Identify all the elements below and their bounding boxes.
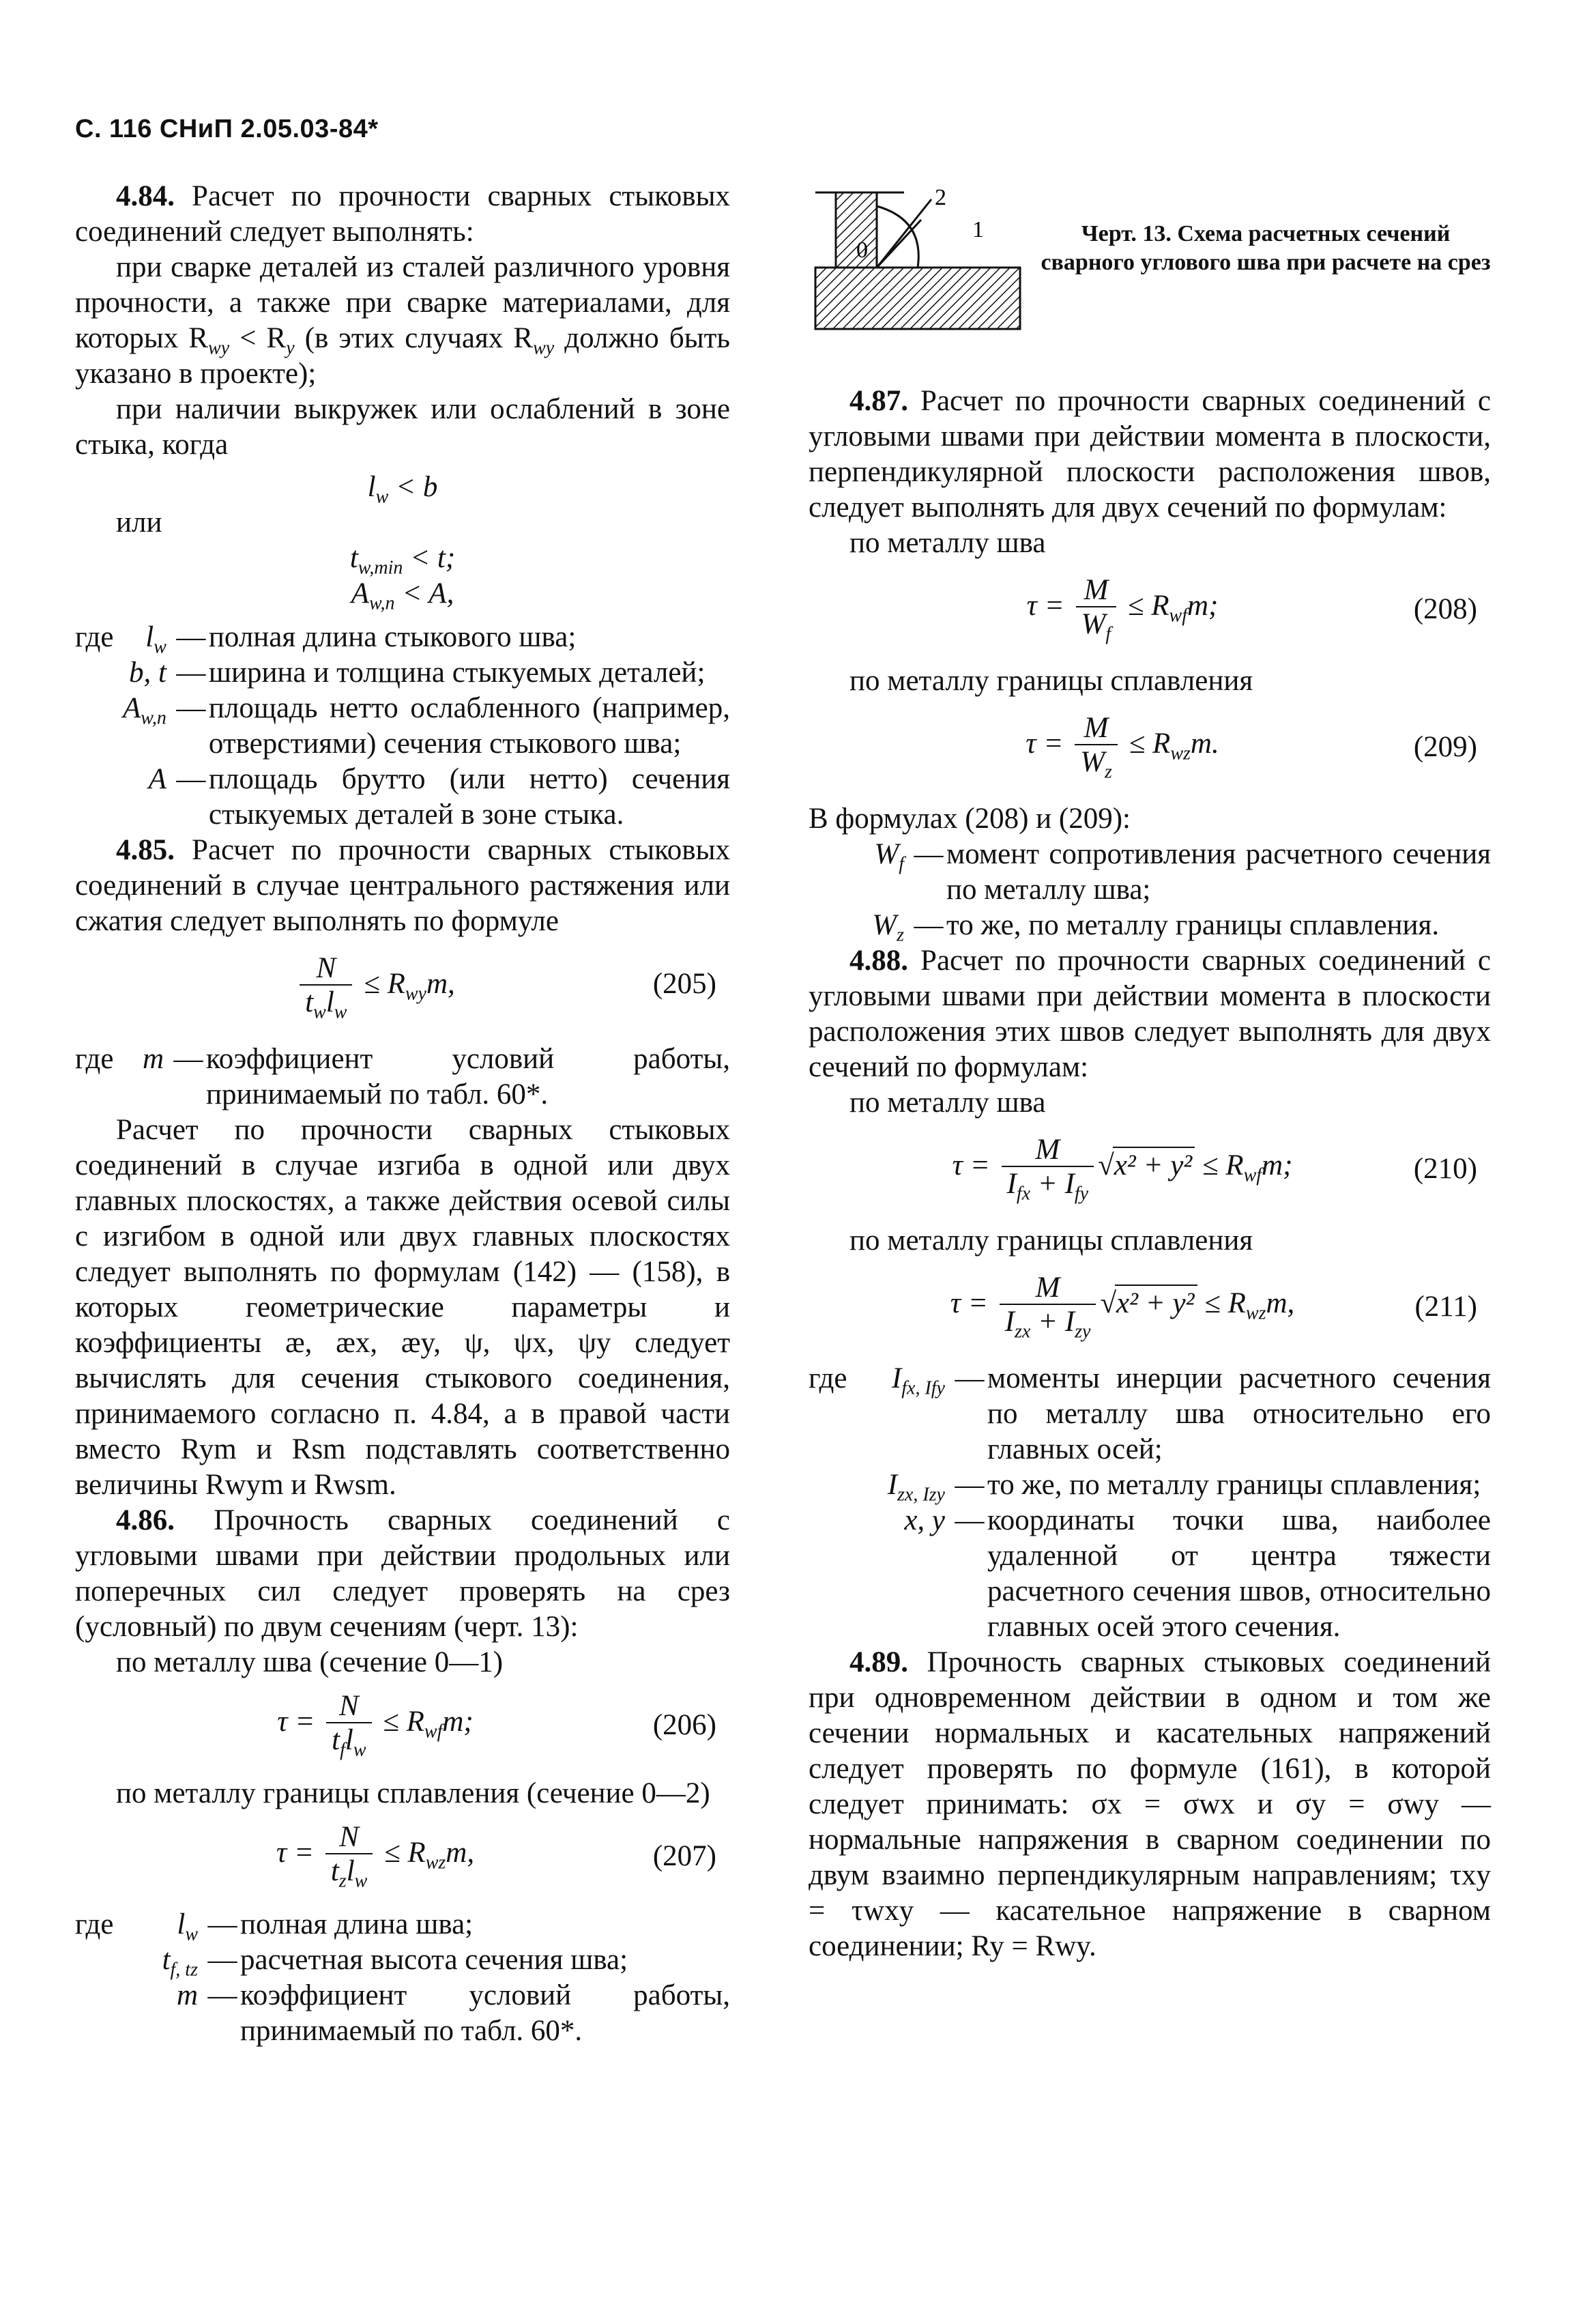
definitions-5 bbox=[809, 1361, 1491, 1645]
subscript: y bbox=[286, 337, 295, 359]
def-symbol bbox=[856, 1467, 952, 1506]
numerator: N bbox=[325, 1822, 373, 1854]
subscript: f bbox=[899, 853, 904, 875]
subscript: w bbox=[375, 486, 389, 508]
dash: — bbox=[176, 657, 206, 689]
fraction bbox=[325, 1821, 373, 1892]
formula-body: τ = $\frac{N}{t_zl_w}$ ≤ $R_{wz}m$, bbox=[276, 1821, 475, 1892]
denominator: $I_{zx} + I_{zy}$ bbox=[1004, 1306, 1091, 1343]
spacer bbox=[809, 1467, 856, 1503]
subscript: w bbox=[185, 1923, 198, 1945]
formula-body: $\frac{N}{t_wl_w}$ ≤ $R_{wy}m$, bbox=[75, 953, 675, 1020]
sym: m bbox=[176, 1979, 198, 2011]
def-text: коэффициент условий работы, принимаемый по табл. 60*. bbox=[240, 1979, 730, 2047]
sym: A bbox=[148, 763, 166, 795]
where-label: где bbox=[75, 1043, 114, 1075]
para-4-88 bbox=[809, 943, 1491, 1085]
subscript: z bbox=[897, 924, 904, 946]
dash: — bbox=[176, 692, 206, 724]
where-label: где bbox=[75, 621, 114, 653]
para-4-87-c: В формулах (208) и (209): bbox=[809, 803, 1131, 835]
clause-text: Расчет по прочности сварных соединений с угловыми швами при действии момента в плоскости расположения этих швов следует выполнять для двух сечений по формулам: bbox=[809, 945, 1491, 1083]
subscript: f, tz bbox=[170, 1959, 198, 1981]
para-4-84-a bbox=[75, 250, 730, 392]
def-symbol bbox=[123, 655, 173, 691]
clause-text: Прочность сварных стыковых соединений при одновременном действии в одном и том же сечении нормальных и касательных напряжений следует проверять по формуле (161), в которой следует принимать: σx = σwx и σy = σwy — нормальные напряжения в сварном соединении по двум взаимно перпендикулярным направлениям; τxy = τwxy — касательное напряжение в сварном соединении; Ry = Rwy. bbox=[809, 1646, 1491, 1962]
def-text: координаты точки шва, наиболее удаленной от центра тяжести расчетного сечения швов, относительно главных осей этого сечения. bbox=[987, 1504, 1491, 1643]
def-text: площадь брутто (или нетто) сечения стыкуемых деталей в зоне стыка. bbox=[208, 763, 730, 831]
figure-13 bbox=[809, 179, 1491, 384]
clause-number: 4.89. bbox=[849, 1646, 908, 1678]
definitions-4 bbox=[809, 837, 1491, 946]
denominator: $W_f$ bbox=[1081, 608, 1111, 645]
clause-number: 4.85. bbox=[116, 834, 175, 866]
subscript: w,n bbox=[368, 592, 395, 614]
def-text: расчетная высота сечения шва; bbox=[240, 1944, 628, 1976]
def-text: момент сопротивления расчетного сечения по металлу шва; bbox=[946, 838, 1491, 906]
dash: — bbox=[207, 1979, 237, 2011]
clause-number: 4.86. bbox=[116, 1504, 175, 1536]
text: < b bbox=[388, 471, 438, 503]
para-4-87-b: по металлу границы сплавления bbox=[849, 665, 1253, 697]
def-symbol bbox=[856, 1361, 952, 1467]
denominator: $t_zl_w$ bbox=[330, 1855, 368, 1892]
def-symbol bbox=[123, 1942, 205, 1981]
def-text: моменты инерции расчетного сечения по металлу шва относительно его главных осей; bbox=[987, 1362, 1491, 1465]
clause-text: Расчет по прочности сварных соединений с угловыми швами при действии момента в плоскости, перпендикулярной плоскости расположения швов, следует выполнять для двух сечений по формулам: bbox=[809, 385, 1491, 523]
text: должно быть указано в проекте); bbox=[75, 322, 730, 390]
clause-number: 4.84. bbox=[116, 180, 175, 212]
formula-number: (210) bbox=[1413, 1153, 1477, 1185]
para-4-84-b: при наличии выкружек или ослаблений в зоне стыка, когда bbox=[75, 393, 730, 461]
sym: W bbox=[872, 909, 897, 941]
para-4-85-b: Расчет по прочности сварных стыковых соединений в случае изгиба в одной или двух главных плоскостях, а также действия осевой силы с изгибом в одной или двух главных плоскостях следует выполнять по формулам (142) — (158), в которых геометрические параметры и коэффициенты æ, æx, æy, ψ, ψx, ψy следует вычислять для сечения стыкового соединения, принимаемого согласно п. 4.84, а в правой части вместо Rym и Rsm подставлять соответственно величины Rwym и Rwsm. bbox=[75, 1114, 730, 1501]
dash: — bbox=[955, 1362, 985, 1394]
clause-text: Прочность сварных соединений с угловыми швами при действии продольных или поперечных сил следует проверять на срез (условный) по двум сечениям (черт. 13): bbox=[75, 1504, 730, 1643]
subscript: wy bbox=[533, 337, 555, 359]
formula-body: τ = $\frac{M}{W_z}$ ≤ $R_{wz}m$. bbox=[1026, 712, 1219, 783]
sym: x, y bbox=[904, 1504, 945, 1536]
subscript: w bbox=[154, 636, 166, 658]
dash: — bbox=[914, 909, 944, 941]
formula-body: τ = $\frac{M}{W_f}$ ≤ $R_{wf}m$; bbox=[1026, 574, 1219, 645]
text: (в этих случаях R bbox=[294, 322, 534, 354]
numerator: N bbox=[326, 1691, 371, 1723]
sym: W bbox=[874, 838, 899, 870]
formula-body: τ = $\frac{M}{I_{zx} + I_{zy}}$ $√x^2 + y^2 \le R_{wz}m$, bbox=[950, 1272, 1295, 1343]
denominator: $t_fl_w$ bbox=[332, 1724, 366, 1761]
numerator: N bbox=[300, 953, 352, 986]
fraction bbox=[1002, 1134, 1094, 1205]
formula-number: (211) bbox=[1414, 1291, 1477, 1323]
base-plate-hatch bbox=[815, 268, 1020, 329]
para-4-87 bbox=[809, 384, 1491, 526]
where-label: где bbox=[809, 1362, 847, 1394]
formula-207 bbox=[75, 1811, 730, 1907]
fig-label-0: 0 bbox=[856, 238, 868, 263]
para-4-86-a: по металлу шва (сечение 0—1) bbox=[116, 1646, 504, 1678]
spacer bbox=[75, 1942, 123, 1978]
def-symbol bbox=[123, 1978, 205, 2049]
sqrt: x² + y² bbox=[1115, 1285, 1197, 1321]
subscript: w,n bbox=[141, 707, 166, 729]
subscript: w,min bbox=[358, 557, 403, 579]
condition-1 bbox=[75, 470, 730, 508]
subscript: fx, Ify bbox=[901, 1377, 945, 1399]
subscript: zx, Izy bbox=[897, 1484, 945, 1506]
def-text: то же, по металлу границы сплавления. bbox=[946, 909, 1440, 941]
para-4-87-a: по металлу шва bbox=[849, 527, 1046, 559]
def-symbol bbox=[123, 1042, 171, 1113]
fraction bbox=[300, 952, 352, 1023]
def-symbol bbox=[123, 620, 173, 658]
definitions-3 bbox=[75, 1907, 730, 2049]
spacer bbox=[75, 691, 123, 762]
clause-text: Расчет по прочности сварных стыковых соединений в случае центрального растяжения или сжатия следует выполнять по формуле bbox=[75, 834, 730, 937]
formula-number: (205) bbox=[652, 968, 716, 1000]
numerator: M bbox=[1000, 1272, 1096, 1305]
spacer bbox=[809, 1503, 856, 1645]
sym: I bbox=[887, 1469, 898, 1501]
def-text: ширина и толщина стыкуемых деталей; bbox=[208, 657, 706, 689]
right-column bbox=[809, 179, 1491, 1964]
formula-206 bbox=[75, 1680, 730, 1776]
def-symbol bbox=[809, 908, 911, 946]
para-4-84 bbox=[75, 179, 730, 250]
formula-211 bbox=[809, 1259, 1491, 1361]
numerator: M bbox=[1002, 1134, 1094, 1167]
para-4-85 bbox=[75, 833, 730, 939]
dash: — bbox=[207, 1944, 237, 1976]
text: при сварке деталей из сталей различного уровня прочности, а также при сварке материалами, для которых R bbox=[75, 251, 730, 354]
dash: — bbox=[207, 1908, 237, 1940]
clause-text: Расчет по прочности сварных стыковых соединений следует выполнять: bbox=[75, 180, 730, 248]
condition-3 bbox=[75, 576, 730, 612]
fraction bbox=[1075, 712, 1118, 783]
sym: t bbox=[349, 542, 358, 574]
clause-number: 4.87. bbox=[849, 385, 908, 417]
condition-2 bbox=[75, 541, 730, 579]
para-4-88-b: по металлу границы сплавления bbox=[849, 1224, 1253, 1257]
sym: m bbox=[142, 1043, 164, 1075]
fraction bbox=[1076, 574, 1117, 645]
formula-209 bbox=[809, 699, 1491, 801]
def-text: полная длина шва; bbox=[240, 1908, 474, 1940]
spacer bbox=[75, 1978, 123, 2049]
dash: — bbox=[955, 1469, 985, 1501]
sym: t bbox=[162, 1944, 171, 1976]
numerator: M bbox=[1075, 713, 1118, 745]
denominator: $t_wl_w$ bbox=[305, 986, 347, 1023]
subscript: wy bbox=[208, 337, 230, 359]
formula-number: (208) bbox=[1413, 593, 1477, 625]
page-header: С. 116 СНиП 2.05.03-84* bbox=[75, 115, 379, 143]
weld-section-diagram bbox=[809, 179, 1027, 356]
formula-number: (207) bbox=[652, 1840, 716, 1872]
def-symbol bbox=[809, 837, 911, 908]
def-symbol bbox=[856, 1503, 952, 1645]
formula-body: τ = $\frac{N}{t_fl_w}$ ≤ $R_{wf}m$; bbox=[277, 1690, 474, 1761]
sqrt: x² + y² bbox=[1113, 1147, 1195, 1183]
para-4-86 bbox=[75, 1503, 730, 1645]
text: < t; bbox=[403, 542, 456, 574]
sym: l bbox=[367, 471, 376, 503]
def-symbol bbox=[123, 762, 173, 833]
spacer bbox=[75, 655, 123, 691]
left-column bbox=[75, 179, 730, 2049]
def-symbol bbox=[123, 691, 173, 762]
fig-label-2: 2 bbox=[935, 185, 946, 210]
sym: A bbox=[351, 577, 369, 609]
def-text: площадь нетто ослабленного (например, отверстиями) сечения стыкового шва; bbox=[208, 692, 730, 760]
denominator: $W_z$ bbox=[1080, 746, 1112, 783]
def-text: коэффициент условий работы, принимаемый по табл. 60*. bbox=[206, 1043, 730, 1110]
definitions-1 bbox=[75, 620, 730, 833]
clause-number: 4.88. bbox=[849, 945, 908, 977]
sym: l bbox=[145, 621, 154, 653]
fraction bbox=[326, 1690, 371, 1761]
sym: A bbox=[123, 692, 141, 724]
numerator: M bbox=[1076, 575, 1117, 607]
definitions-2 bbox=[75, 1042, 730, 1113]
formula-number: (206) bbox=[652, 1709, 716, 1741]
formula-body: τ = $\frac{M}{I_{fx} + I_{fy}}$ $√x^2 + y^2 \le R_{wf}m$; bbox=[952, 1134, 1293, 1205]
def-symbol bbox=[123, 1907, 205, 1945]
formula-210 bbox=[809, 1121, 1491, 1223]
para-4-86-b: по металлу границы сплавления (сечение 0—2) bbox=[116, 1777, 710, 1809]
dash: — bbox=[173, 1043, 203, 1075]
sym: I bbox=[891, 1362, 902, 1394]
para-4-89 bbox=[809, 1645, 1491, 1964]
text: < A, bbox=[394, 577, 454, 609]
def-text: полная длина стыкового шва; bbox=[208, 621, 577, 653]
sym: l bbox=[177, 1908, 186, 1940]
formula-208 bbox=[809, 561, 1491, 663]
where-label: где bbox=[75, 1908, 114, 1940]
dash: — bbox=[914, 838, 944, 870]
dash: — bbox=[176, 763, 206, 795]
text: < R bbox=[229, 322, 287, 354]
dash: — bbox=[176, 621, 206, 653]
def-text: то же, по металлу границы сплавления; bbox=[987, 1469, 1481, 1501]
formula-205 bbox=[75, 939, 730, 1042]
denominator: $I_{fx} + I_{fy}$ bbox=[1006, 1168, 1089, 1205]
formula-number: (209) bbox=[1413, 731, 1477, 763]
sym: b, t bbox=[128, 657, 166, 689]
ili: или bbox=[116, 506, 162, 539]
fraction bbox=[1000, 1272, 1096, 1343]
figure-caption: Черт. 13. Схема расчетных сечений сварного углового шва при расчете на срез bbox=[1041, 221, 1491, 275]
spacer bbox=[75, 762, 123, 833]
para-4-88-a: по металлу шва bbox=[849, 1087, 1046, 1119]
fig-label-1: 1 bbox=[972, 217, 984, 242]
dash: — bbox=[955, 1504, 985, 1536]
